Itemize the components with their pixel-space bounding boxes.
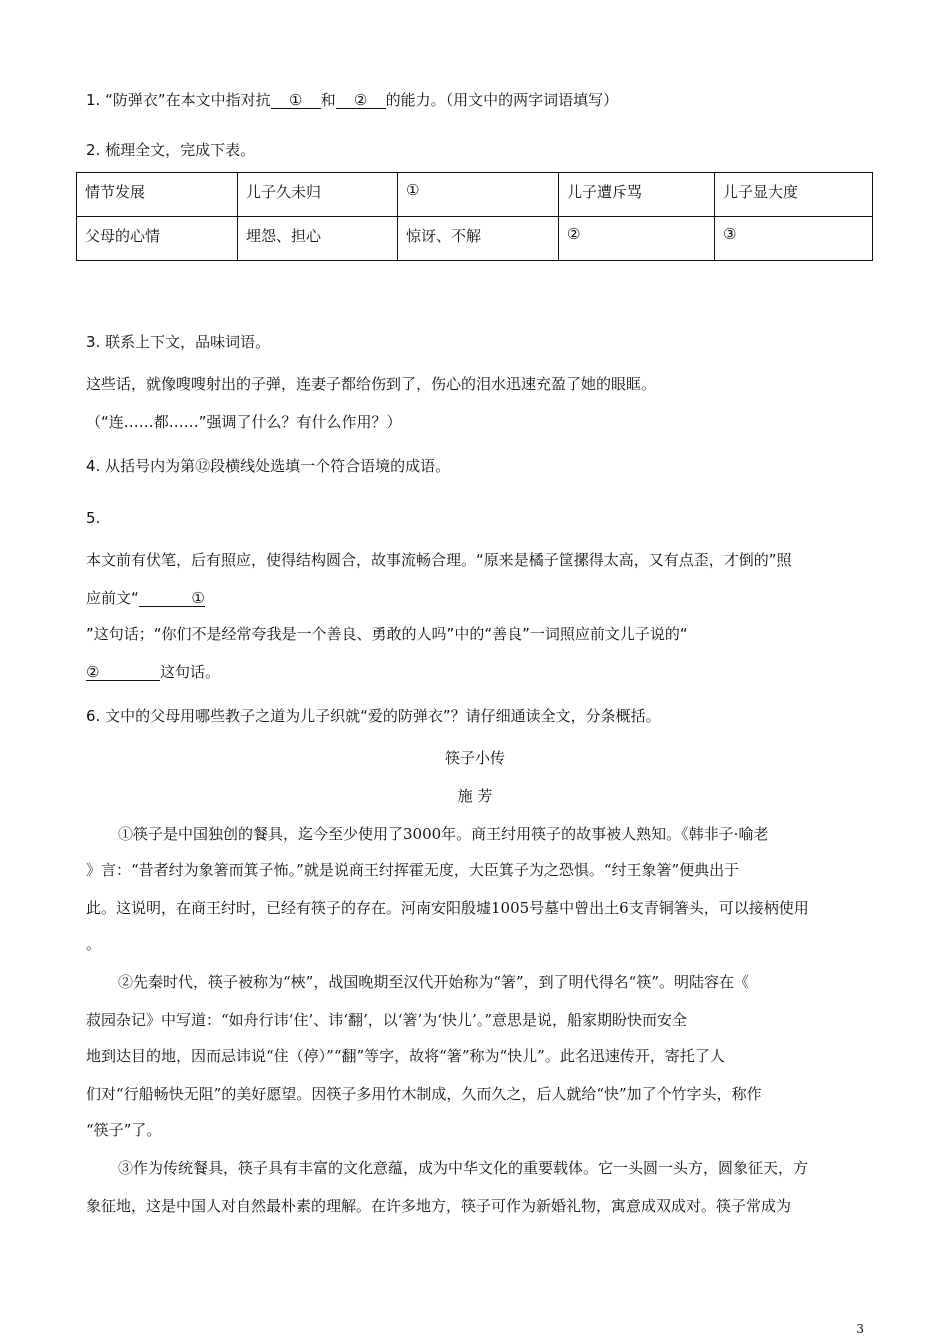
q3-hint: （“连……都……”强调了什么？有什么作用？） [86, 413, 402, 431]
table-cell: 儿子显大度 [715, 173, 873, 217]
article-p1-line: 此。这说明，在商王纣时，已经有筷子的存在。河南安阳殷墟1005号墓中曾出土6支青铜箸头，可以接柄使用 [86, 899, 809, 917]
q1-mid: 和 [320, 91, 336, 109]
table-row [77, 217, 873, 261]
article-author: 施 芳 [457, 787, 493, 805]
q5-line-2 [86, 588, 205, 608]
q1-prefix: 1. “防弹衣”在本文中指对抗 [86, 91, 271, 109]
question-4: 4. 从括号内为第⑫段横线处选填一个符合语境的成语。 [86, 457, 451, 475]
question-1 [86, 90, 618, 110]
article-p2-line: “筷子”了。 [86, 1121, 162, 1139]
q1-blank-1: ① [271, 92, 321, 109]
table-cell: 情节发展 [77, 173, 238, 217]
q1-suffix: 的能力。（用文中的两字词语填写） [385, 91, 619, 109]
article-p1-line: 》言：“昔者纣为象箸而箕子怖。”就是说商王纣挥霍无度，大臣箕子为之恐惧。“纣王象箸”便典出于 [86, 861, 740, 879]
article-p2-line: 们对“行船畅快无阻”的美好愿望。因筷子多用竹木制成，久而久之，后人就给“快”加了个竹字头，称作 [86, 1085, 762, 1103]
table-cell: 儿子遭斥骂 [559, 173, 715, 217]
question-3: 3. 联系上下文，品味词语。 [86, 333, 271, 351]
page-number: 3 [856, 1322, 864, 1336]
article-p3-line: 象征地，这是中国人对自然最朴素的理解。在许多地方，筷子可作为新婚礼物，寓意成双成对。筷子常成为 [86, 1197, 792, 1215]
article-p2-line: ②先秦时代，筷子被称为“梜”，战国晚期至汉代开始称为“箸”，到了明代得名“筷”。明陆容在《 [118, 973, 750, 991]
article-title: 筷子小传 [444, 749, 505, 767]
q5-line-1: 本文前有伏笔，后有照应，使得结构圆合，故事流畅合理。“原来是橘子筐摞得太高，又有点歪，才倒的”照 [86, 551, 792, 569]
table-cell: 埋怨、担心 [238, 217, 398, 261]
q5-line-4 [86, 662, 220, 682]
q5-blank-2: ② [86, 664, 160, 681]
q3-quote: 这些话，就像嗖嗖射出的子弹，连妻子都给伤到了，伤心的泪水迅速充盈了她的眼眶。 [86, 375, 657, 393]
table-cell: ③ [715, 217, 873, 261]
q5-line-3: ”这句话；“你们不是经常夸我是一个善良、勇敢的人吗”中的“善良”一词照应前文儿子说的“ [86, 625, 688, 643]
q5-line-4-suffix: 这句话。 [160, 663, 221, 681]
q5-line-2-prefix: 应前文“ [86, 589, 139, 607]
question-2: 2. 梳理全文，完成下表。 [86, 141, 256, 159]
article-p2-line: 地到达目的地，因而忌讳说“住（停）”“翻”等字，故将“箸”称为“快儿”。此名迅速传开，寄托了人 [86, 1047, 725, 1065]
table-cell: ② [559, 217, 715, 261]
plot-table [76, 172, 873, 261]
article-p3-line: ③作为传统餐具，筷子具有丰富的文化意蕴，成为中华文化的重要载体。它一头圆一头方，圆象征天，方 [118, 1159, 809, 1177]
table-cell: 惊讶、不解 [398, 217, 559, 261]
question-6: 6. 文中的父母用哪些教子之道为儿子织就“爱的防弹衣”？请仔细通读全文，分条概括。 [86, 707, 661, 725]
table-cell: ① [398, 173, 559, 217]
q1-blank-2: ② [336, 92, 386, 109]
article-p1-line: 。 [86, 935, 102, 953]
article-p1-line: ①筷子是中国独创的餐具，迄今至少使用了3000年。商王纣用筷子的故事被人熟知。《韩非子·喻老 [118, 825, 769, 843]
table-row [77, 173, 873, 217]
article-p2-line: 菽园杂记》中写道：“如舟行讳‘住’、讳‘翻’，以‘箸’为‘快儿’。”意思是说，船家期盼快而安全 [86, 1011, 687, 1029]
q5-blank-1: ① [139, 590, 205, 607]
question-5-number: 5. [86, 509, 101, 527]
table-cell: 儿子久未归 [238, 173, 398, 217]
table-cell: 父母的心情 [77, 217, 238, 261]
